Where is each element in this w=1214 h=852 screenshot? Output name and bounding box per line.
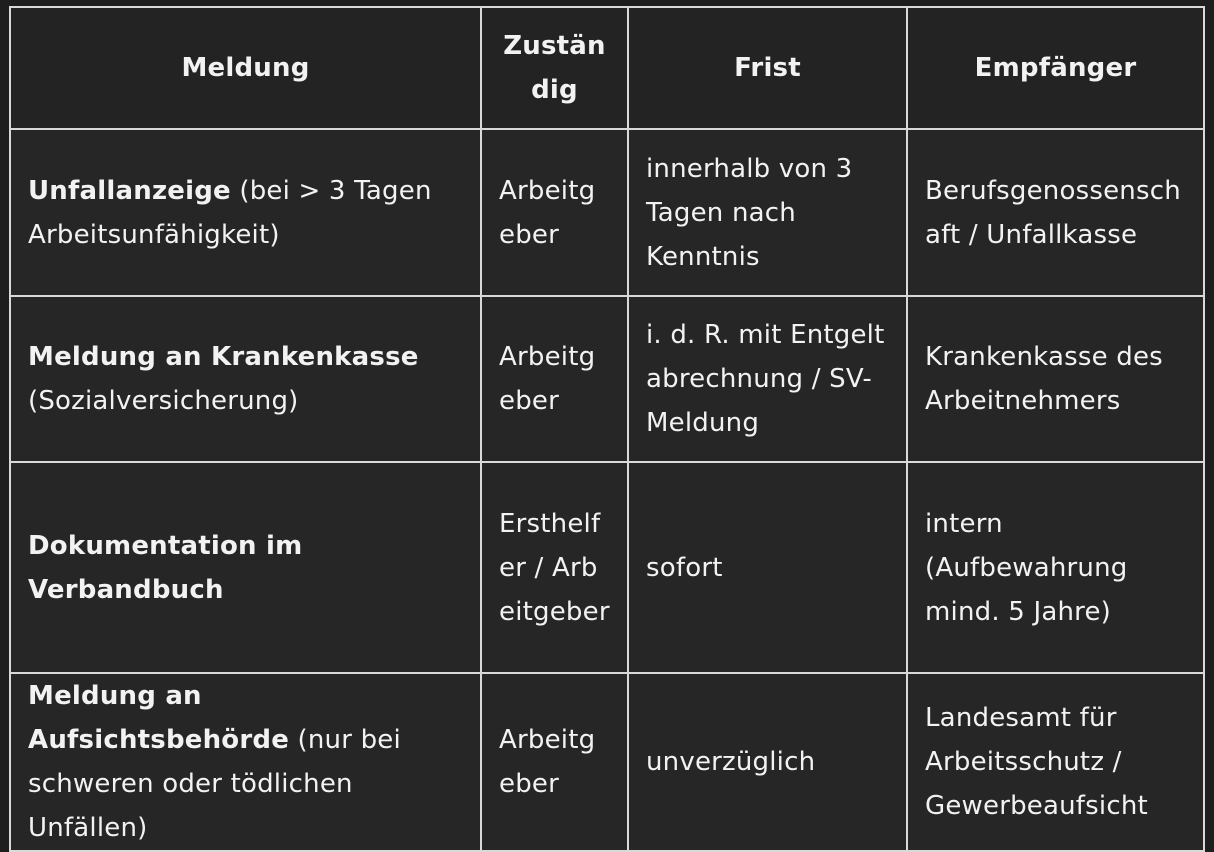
table-row xyxy=(10,296,1204,462)
cell-frist: unverzüglich xyxy=(628,673,907,851)
cell-zustaendig: Arbeitgeber xyxy=(481,673,628,851)
cell-frist: innerhalb von 3 Tagen nach Kenntnis xyxy=(628,129,907,296)
cell-empfaenger: intern (Aufbewahrung mind. 5 Jahre) xyxy=(907,462,1204,673)
cell-zustaendig: Arbeitgeber xyxy=(481,129,628,296)
table-row xyxy=(10,673,1204,851)
header-zustaendig-text: Zustän dig xyxy=(503,31,606,105)
cell-frist: i. d. R. mit Entgeltabrechnung / SV-Meldung xyxy=(628,296,907,462)
meldung-note: (nur bei schweren oder tödlichen Unfällen) xyxy=(28,725,401,843)
cell-meldung xyxy=(10,129,481,296)
table-row xyxy=(10,129,1204,296)
cell-empfaenger: Landesamt für Arbeitsschutz / Gewerbeaufsicht xyxy=(907,673,1204,851)
header-empfaenger: Empfänger xyxy=(907,7,1204,129)
table-header-row xyxy=(10,7,1204,129)
meldung-title: Unfallanzeige xyxy=(28,175,231,206)
cell-meldung xyxy=(10,462,481,673)
table-container xyxy=(9,6,1205,852)
cell-empfaenger: Berufsgenossenschaft / Unfallkasse xyxy=(907,129,1204,296)
header-meldung: Meldung xyxy=(10,7,481,129)
meldung-note: (Sozialversicherung) xyxy=(28,386,299,416)
cell-zustaendig: Arbeitgeber xyxy=(481,296,628,462)
cell-meldung xyxy=(10,296,481,462)
meldung-title: Meldung an Krankenkasse xyxy=(28,342,419,372)
meldung-title: Meldung an Aufsichtsbehörde xyxy=(28,681,290,755)
cell-zustaendig: Ersthelfer / Arbeitgeber xyxy=(481,462,628,673)
header-zustaendig xyxy=(481,7,628,129)
reporting-table xyxy=(9,6,1205,852)
meldung-title: Dokumentation im Verbandbuch xyxy=(28,530,303,605)
cell-frist: sofort xyxy=(628,462,907,673)
meldung-note: (bei > 3 Tagen Arbeitsunfähigkeit) xyxy=(28,175,432,250)
header-frist: Frist xyxy=(628,7,907,129)
cell-empfaenger: Krankenkasse des Arbeitnehmers xyxy=(907,296,1204,462)
cell-meldung xyxy=(10,673,481,851)
table-row xyxy=(10,462,1204,673)
